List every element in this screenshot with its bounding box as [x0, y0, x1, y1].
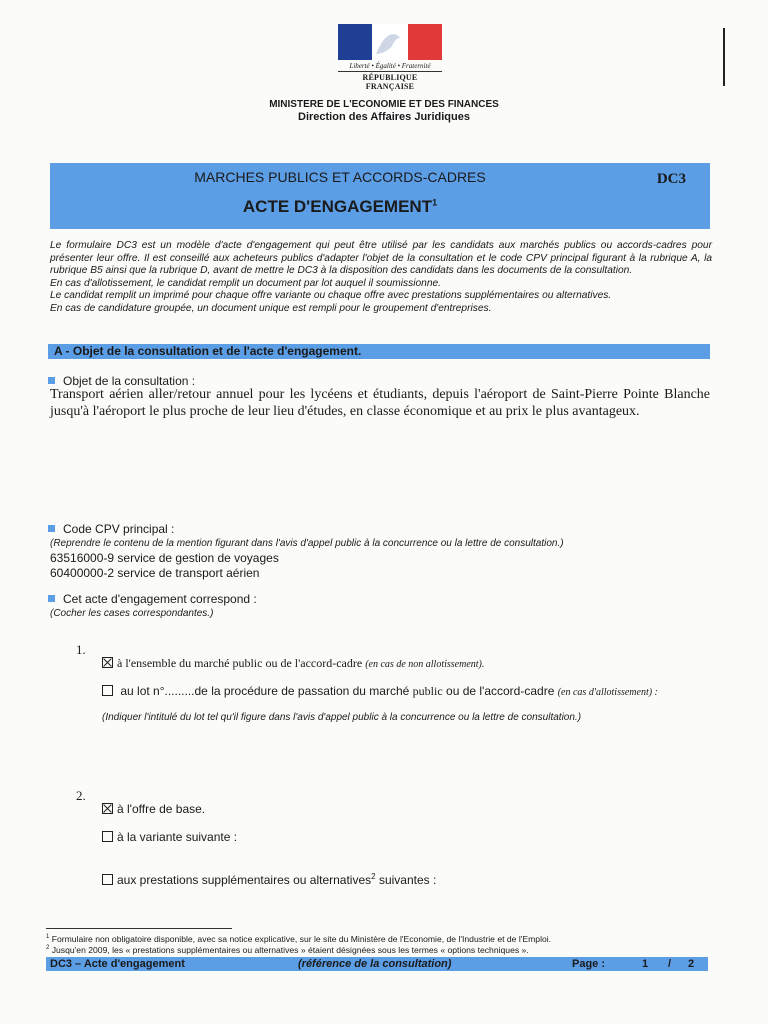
lot-instruction: (Indiquer l'intitulé du lot tel qu'il figure dans l'avis d'appel public à la concurrence ou la lettre de consultation.)	[102, 712, 582, 723]
option-variant[interactable]: à la variante suivante :	[102, 830, 237, 844]
cpv-code: 63516000-9 service de gestion de voyages	[50, 551, 279, 565]
checkbox[interactable]	[102, 685, 113, 696]
option-lot[interactable]: au lot n°.........de la procédure de passation du marché public ou de l'accord-cadre (en cas d'allotissement) :	[102, 684, 712, 699]
intro-paragraph: En cas d'allotissement, le candidat remplit un document par lot auquel il soumissionne.	[50, 277, 441, 289]
objet-text: Transport aérien aller/retour annuel pour les lycéens et étudiants, depuis l'aéroport de Saint-Pierre Pointe Blanche jusqu'à l'aéroport le plus proche de leur lieu d'études, en classe économique et au prix le plus avantageux.	[50, 387, 710, 419]
option-whole-contract[interactable]: à l'ensemble du marché public ou de l'accord-cadre (en cas de non allotissement).	[102, 656, 484, 671]
footnote-rule	[46, 928, 232, 929]
intro-paragraph: Le candidat remplit un imprimé pour chaque offre variante ou chaque offre avec prestations supplémentaires ou alternatives.	[50, 290, 612, 301]
checkbox[interactable]	[102, 831, 113, 842]
checkbox[interactable]	[102, 874, 113, 885]
option-base-offer[interactable]: à l'offre de base.	[102, 802, 205, 816]
republic-name: RÉPUBLIQUE FRANÇAISE	[338, 71, 442, 91]
intro-paragraph: Le formulaire DC3 est un modèle d'acte d'engagement qui peut être utilisé par les candidats aux marchés publics ou accords-cadres pour présenter leur offre. Il est conseillé aux acheteurs publics d'adapter l'objet de la consultation et le code CPV principal figurant à la rubrique A, la rubrique B5 ainsi que la rubrique D, avant de mettre le DC3 à la disposition des candidats dans les documents de la consultation.	[50, 240, 712, 276]
footer-page-total: 2	[688, 958, 695, 970]
group-number: 1.	[76, 642, 86, 657]
page-title: ACTE D'ENGAGEMENT$^1$	[242, 197, 438, 216]
page-footer	[46, 957, 708, 971]
correspond-label: Cet acte d'engagement correspond :	[48, 592, 257, 606]
bullet-square-icon	[48, 525, 55, 532]
title-banner	[50, 163, 710, 229]
republic-logo	[338, 24, 442, 91]
checkbox[interactable]	[102, 803, 113, 814]
bullet-square-icon	[48, 595, 55, 602]
footer-page-separator: /	[668, 958, 672, 970]
intro-paragraph: En cas de candidature groupée, un document unique est rempli pour le groupement d'entreprises.	[50, 302, 492, 314]
bullet-square-icon	[48, 377, 55, 384]
intro-text	[50, 240, 712, 315]
margin-line	[723, 28, 725, 86]
footnote-1: $^1$ Formulaire non obligatoire disponible, avec sa notice explicative, sur le site du Ministère de l'Economie, de l'Industrie et de l'Emploi.	[46, 934, 552, 944]
cpv-note: (Reprendre le contenu de la mention figurant dans l'avis d'appel public à la concurrence ou la lettre de consultation.)	[50, 538, 564, 549]
motto: Liberté • Égalité • Fraternité	[349, 62, 431, 70]
form-code: DC3	[656, 171, 686, 187]
direction-name: Direction des Affaires Juridiques	[298, 111, 470, 123]
option-supplementary[interactable]: aux prestations supplémentaires ou alternatives$^2$ suivantes :	[102, 872, 436, 887]
footnote-2: $^2$ Jusqu'en 2009, les « prestations supplémentaires ou alternatives » étaient désignées sous les termes « options techniques ».	[46, 945, 529, 955]
cpv-code: 60400000-2 service de transport aérien	[50, 566, 260, 580]
banner-subtitle: MARCHES PUBLICS ET ACCORDS-CADRES	[194, 169, 486, 185]
ministry-name: MINISTERE DE L'ECONOMIE ET DES FINANCES	[269, 99, 499, 110]
group-number: 2.	[76, 788, 86, 803]
footer-page-label: Page :	[572, 958, 606, 970]
correspond-note: (Cocher les cases correspondantes.)	[50, 608, 214, 619]
footer-reference: (référence de la consultation)	[298, 958, 452, 970]
footer-doc-name: DC3 – Acte d'engagement	[50, 958, 185, 970]
checkbox[interactable]	[102, 657, 113, 668]
footer-page-number: 1	[642, 958, 649, 970]
french-flag-icon	[338, 24, 442, 60]
cpv-label: Code CPV principal :	[48, 522, 174, 536]
section-a-title: A - Objet de la consultation et de l'acte d'engagement.	[48, 344, 710, 359]
objet-label: Objet de la consultation :	[48, 374, 195, 388]
